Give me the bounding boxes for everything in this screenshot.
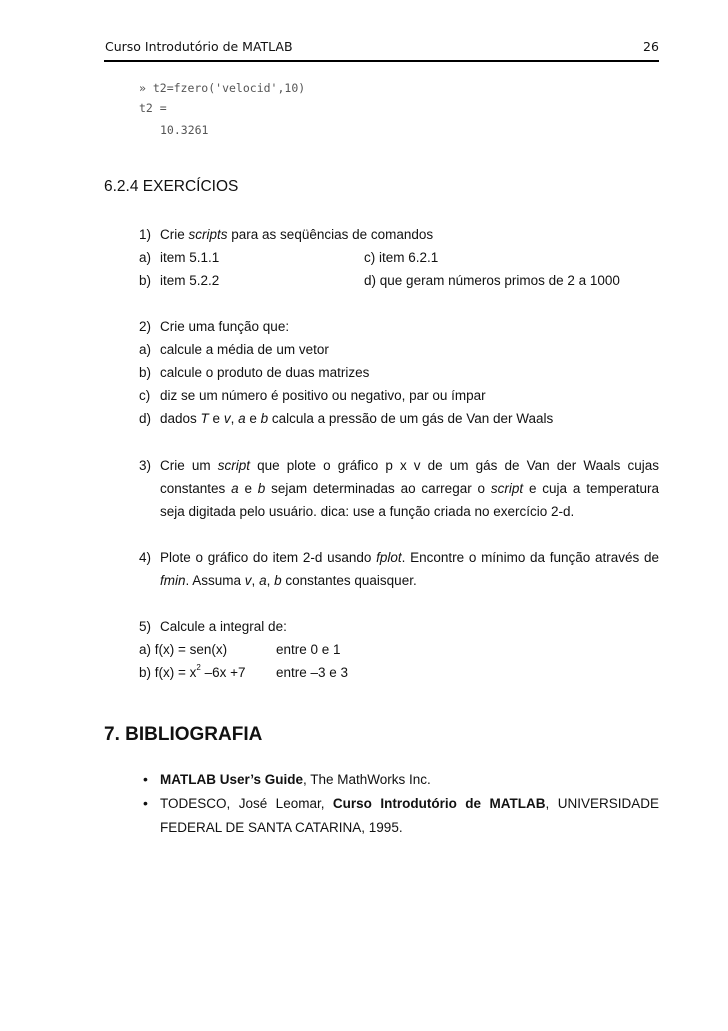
ex3-l2-d: e cuja a temperatura [523, 481, 659, 496]
item-d-T: T [200, 411, 209, 426]
exercise-2-item-b [139, 365, 369, 380]
exercise-5-item-a-label: a) f(x) = sen(x) [139, 642, 228, 657]
header-rule [104, 60, 659, 62]
ex3-l2-b: e [238, 481, 258, 496]
code-var-line: t2 = [139, 101, 167, 115]
ex3-l2-c: sejam determinadas ao carregar o [265, 481, 491, 496]
exercise-4-line-2 [160, 573, 417, 588]
ex4-l2-d: constantes quaisquer. [281, 573, 417, 588]
exercise-4-line-1 [160, 550, 659, 565]
section-heading-exercises: 6.2.4 EXERCÍCIOS [104, 178, 239, 195]
ex5-b-pre: b) f(x) = x [139, 665, 197, 680]
exercise-1-item-c [364, 250, 438, 265]
ex4-l1-b: . Encontre o mínimo da função através de [401, 550, 659, 565]
ex4-l2-c: , [266, 573, 275, 588]
running-header-title: Curso Introdutório de MATLAB [105, 39, 293, 54]
exercise-1-item-d [364, 273, 620, 288]
exercise-5-item-b-range: entre –3 e 3 [276, 665, 349, 680]
exercise-1-item-a [139, 250, 219, 265]
ex3-l2-em1: a [231, 481, 239, 496]
ex4-l2-b: , [251, 573, 260, 588]
exercise-5-item-b-label [139, 665, 246, 680]
item-letter: b) [139, 365, 152, 380]
exercise-2-number: 2) [139, 319, 152, 334]
exercise-5 [139, 619, 287, 634]
ref2-post: , UNIVERSIDADE [545, 796, 659, 811]
exercise-1-text-a: Crie [160, 227, 189, 242]
ex4-l1-em: fplot [376, 550, 402, 565]
exercise-2 [139, 319, 289, 334]
ref2-bold: Curso Introdutório de MATLAB [332, 796, 546, 811]
item-d-b: b [260, 411, 269, 426]
exercise-3-line-2 [160, 481, 659, 496]
ex3-l2-em3: script [490, 481, 524, 496]
exercise-5-number: 5) [139, 619, 152, 634]
exercise-1 [139, 227, 433, 242]
ex5-b-post: –6x +7 [200, 665, 246, 680]
item-text: diz se um número é positivo ou negativo, par ou ímpar [160, 388, 486, 403]
item-text: calcule a média de um vetor [160, 342, 329, 357]
section-heading-bibliography: 7. BIBLIOGRAFIA [104, 724, 263, 745]
item-text: item 5.2.2 [160, 273, 220, 288]
exercise-3-line-3: seja digitada pelo usuário. dica: use a função criada no exercício 2-d. [160, 504, 575, 519]
item-text: calcule o produto de duas matrizes [160, 365, 370, 380]
exercise-4-number: 4) [139, 550, 152, 565]
ref1-bold: MATLAB User’s Guide [160, 772, 304, 787]
item-letter: d) [139, 411, 152, 426]
item-letter: c) [364, 250, 376, 265]
ex3-l2-em2: b [257, 481, 266, 496]
item-letter: b) [139, 273, 152, 288]
item-letter: d) [364, 273, 377, 288]
reference-1 [160, 772, 431, 787]
ex5-b-sup: 2 [196, 663, 201, 672]
item-d-a: a [238, 411, 246, 426]
item-letter: a) [139, 342, 152, 357]
reference-2-line-1 [160, 796, 659, 811]
item-d-p4: e [245, 411, 261, 426]
ex4-l2-em: fmin [160, 573, 186, 588]
item-d-p3: , [230, 411, 239, 426]
ex4-l2-v: v [244, 573, 252, 588]
exercise-3-line-1 [160, 458, 659, 473]
ex4-l2-aa: a [259, 573, 267, 588]
item-d-p1: dados [160, 411, 201, 426]
exercise-5-item-a-range: entre 0 e 1 [276, 642, 341, 657]
exercise-2-item-d [139, 411, 553, 426]
exercise-3-number: 3) [139, 458, 152, 473]
page-number: 26 [643, 39, 659, 54]
exercise-1-number: 1) [139, 227, 152, 242]
code-value: 10.3261 [160, 123, 209, 137]
item-letter: a) [139, 250, 152, 265]
item-d-p5: calcula a pressão de um gás de Van der Waals [268, 411, 554, 426]
ex3-l2-a: constantes [160, 481, 232, 496]
item-d-p2: e [208, 411, 224, 426]
code-command: » t2=fzero('velocid',10) [139, 81, 306, 95]
item-letter: c) [139, 388, 151, 403]
ref1-rest: , The MathWorks Inc. [303, 772, 431, 787]
ex4-l1-a: Plote o gráfico do item 2-d usando [160, 550, 377, 565]
item-text: item 5.1.1 [160, 250, 220, 265]
ex4-l2-bb: b [274, 573, 282, 588]
exercise-2-item-a [139, 342, 329, 357]
ref2-pre: TODESCO, José Leomar, [160, 796, 333, 811]
exercise-1-text-b: para as seqüências de comandos [227, 227, 434, 242]
bullet-icon: • [143, 771, 148, 787]
exercise-2-item-c [139, 388, 486, 403]
ex4-l2-a: . Assuma [185, 573, 245, 588]
exercise-1-text-em: scripts [188, 227, 228, 242]
item-text: item 6.2.1 [379, 250, 439, 265]
reference-2-line-2: FEDERAL DE SANTA CATARINA, 1995. [160, 820, 403, 835]
item-d-v: v [223, 411, 231, 426]
item-text: que geram números primos de 2 a 1000 [379, 273, 620, 288]
bullet-icon: • [143, 795, 148, 811]
exercise-5-text: Calcule a integral de: [160, 619, 287, 634]
ex3-l1-em: script [217, 458, 250, 473]
ex3-l1-b: que plote o gráfico p x v de um gás de Van der Waals cujas [249, 458, 659, 473]
ex3-l1-a: Crie um [160, 458, 218, 473]
exercise-2-text: Crie uma função que: [160, 319, 290, 334]
exercise-1-item-b [139, 273, 219, 288]
